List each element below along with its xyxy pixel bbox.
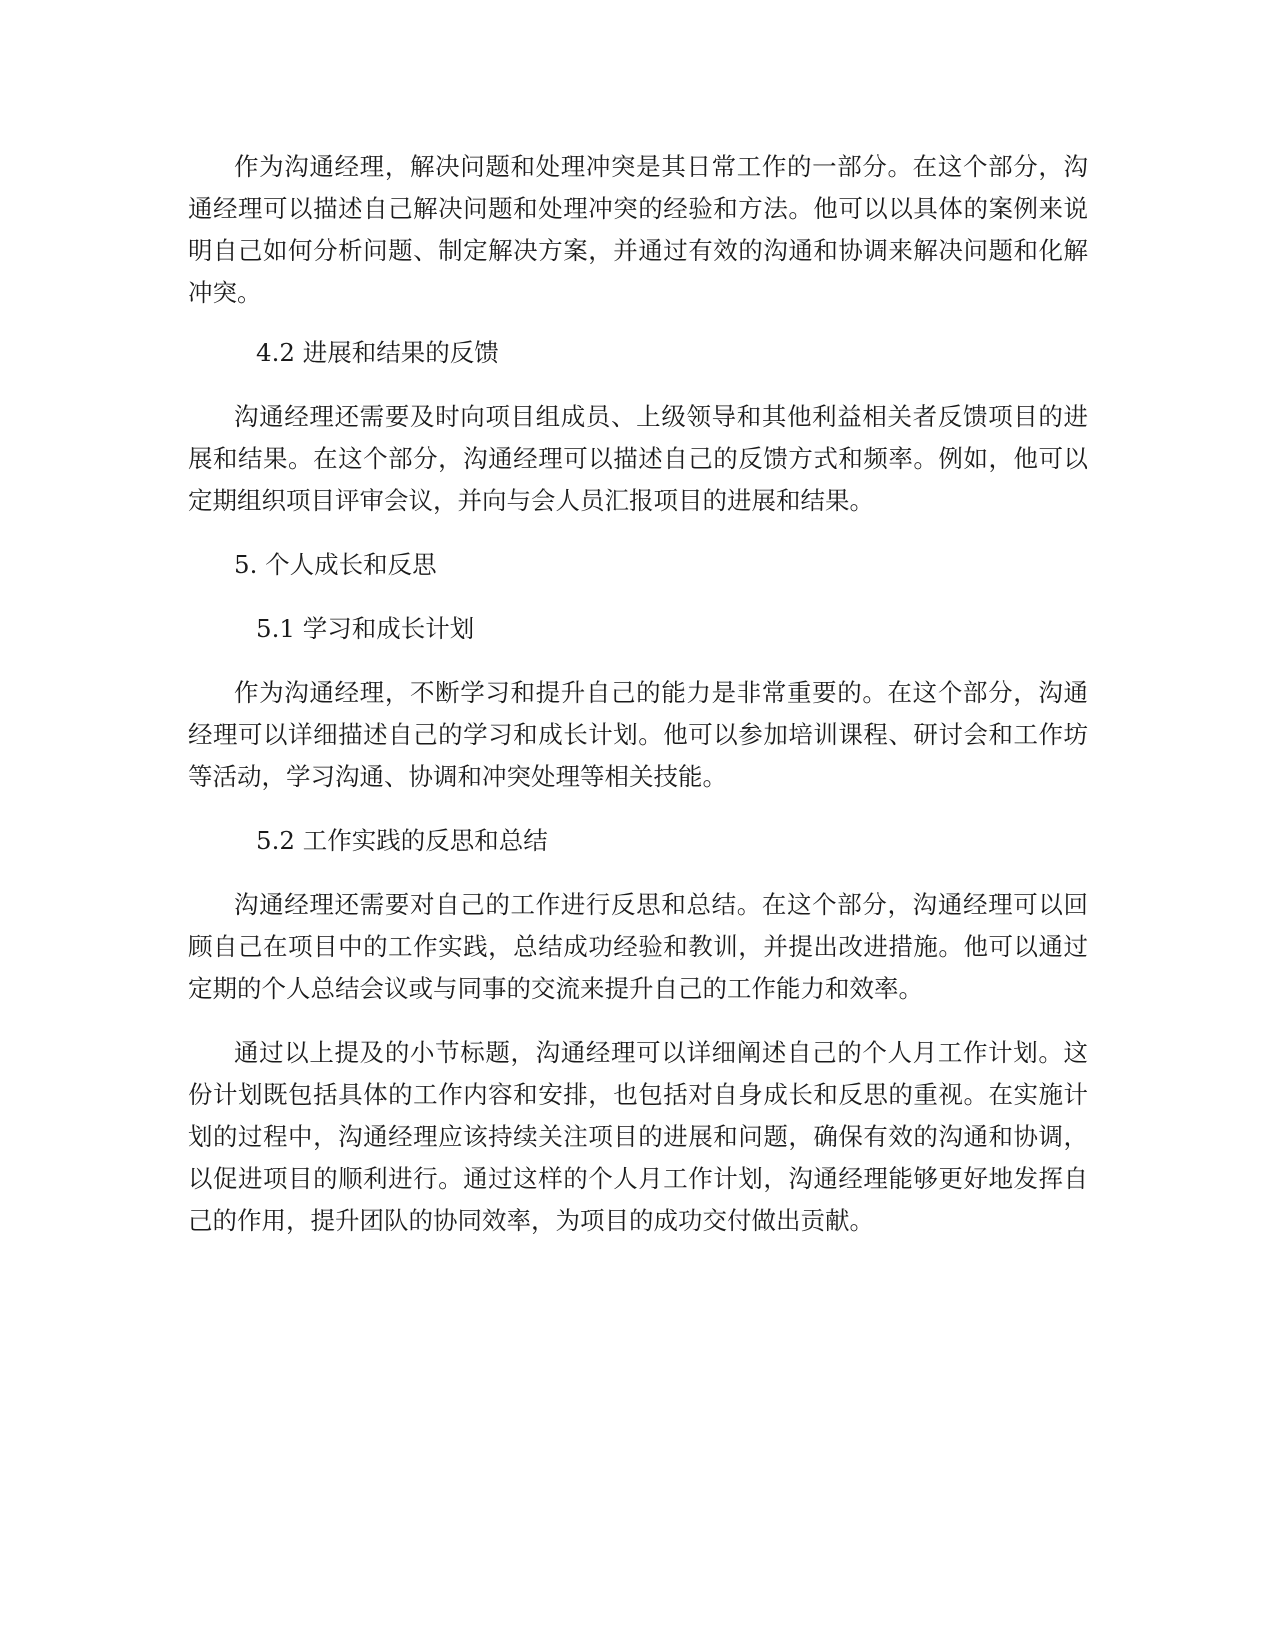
heading-section-5: 5. 个人成长和反思 bbox=[234, 550, 437, 579]
paragraph-conclusion: 通过以上提及的小节标题，沟通经理可以详细阐述自己的个人月工作计划。这份计划既包括具体的工作内容和安排，也包括对自身成长和反思的重视。在实施计划的过程中，沟通经理应该持续关注项目的进展和问题，确保有效的沟通和协调，以促进项目的顺利进行。通过这样的个人月工作计划，沟通经理能够更好地发挥自己的作用，提升团队的协同效率，为项目的成功交付做出贡献。 bbox=[188, 1038, 1088, 1235]
subheading-5-1: 5.1 学习和成长计划 bbox=[256, 614, 475, 643]
subheading-5-2: 5.2 工作实践的反思和总结 bbox=[256, 826, 548, 855]
paragraph-learning-plan: 作为沟通经理，不断学习和提升自己的能力是非常重要的。在这个部分，沟通经理可以详细描述自己的学习和成长计划。他可以参加培训课程、研讨会和工作坊等活动，学习沟通、协调和冲突处理等相关技能。 bbox=[188, 678, 1088, 791]
paragraph-reflection: 沟通经理还需要对自己的工作进行反思和总结。在这个部分，沟通经理可以回顾自己在项目中的工作实践，总结成功经验和教训，并提出改进措施。他可以通过定期的个人总结会议或与同事的交流来提升自己的工作能力和效率。 bbox=[188, 890, 1088, 1003]
document-body bbox=[188, 146, 1088, 1264]
paragraph-problem-solving: 作为沟通经理，解决问题和处理冲突是其日常工作的一部分。在这个部分，沟通经理可以描述自己解决问题和处理冲突的经验和方法。他可以以具体的案例来说明自己如何分析问题、制定解决方案，并通过有效的沟通和协调来解决问题和化解冲突。 bbox=[188, 152, 1088, 307]
subheading-4-2: 4.2 进展和结果的反馈 bbox=[256, 338, 499, 367]
paragraph-feedback: 沟通经理还需要及时向项目组成员、上级领导和其他利益相关者反馈项目的进展和结果。在这个部分，沟通经理可以描述自己的反馈方式和频率。例如，他可以定期组织项目评审会议，并向与会人员汇报项目的进展和结果。 bbox=[188, 402, 1088, 515]
